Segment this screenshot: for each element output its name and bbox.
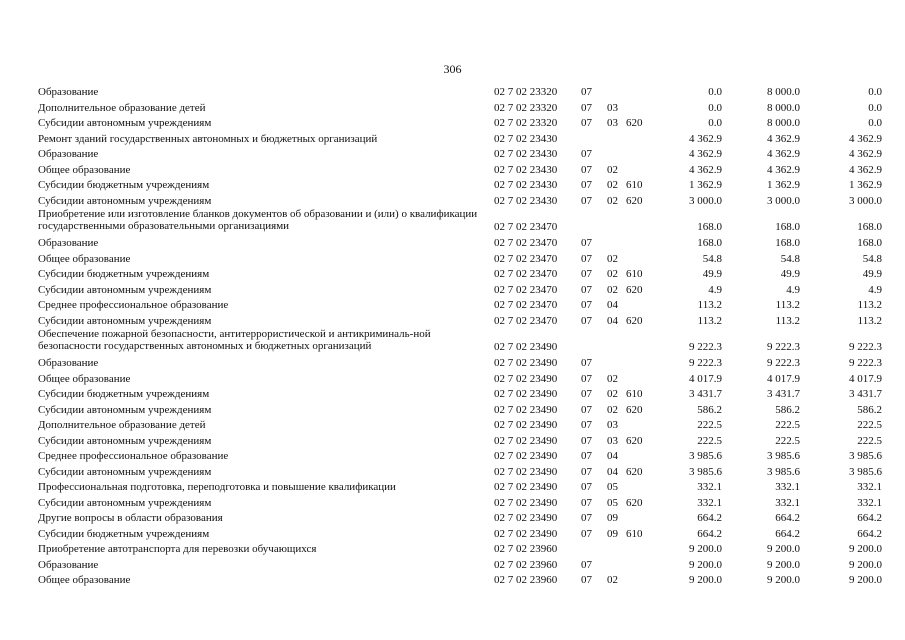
amount-year-2: 168.0	[775, 221, 800, 233]
amount-year-2: 332.1	[775, 496, 800, 509]
table-row	[38, 116, 888, 132]
table-row	[38, 194, 888, 210]
item-name: Субсидии бюджетным учреждениям	[38, 179, 210, 191]
amount-year-2: 9 200.0	[767, 543, 800, 555]
section-code: 07	[581, 558, 592, 571]
table-row	[38, 527, 888, 543]
item-name: Субсидии бюджетным учреждениям	[38, 527, 210, 540]
amount-year-1: 9 200.0	[689, 574, 722, 586]
amount-year-3: 4 362.9	[849, 163, 882, 176]
subsection-code: 02	[607, 403, 618, 416]
table-row	[38, 101, 888, 117]
amount-year-1: 9 200.0	[689, 543, 722, 555]
amount-year-2: 4 017.9	[767, 372, 800, 385]
amount-year-2: 8 000.0	[767, 117, 800, 129]
section-code: 07	[581, 283, 592, 296]
amount-year-1: 3 985.6	[689, 450, 722, 462]
item-name: Общее образование	[38, 252, 131, 265]
section-code: 07	[581, 465, 592, 478]
target-article-code: 02 7 02 23430	[494, 148, 558, 160]
amount-year-2: 222.5	[775, 434, 800, 447]
subsection-code: 04	[607, 314, 618, 327]
expense-type-code: 620	[626, 465, 643, 478]
section-code: 07	[581, 179, 592, 191]
amount-year-2: 3 985.6	[767, 465, 800, 478]
item-name: Субсидии автономным учреждениям	[38, 465, 212, 478]
target-article-code: 02 7 02 23490	[494, 372, 558, 385]
amount-year-3: 664.2	[857, 527, 882, 540]
expense-type-code: 620	[626, 403, 643, 416]
section-code: 07	[581, 527, 592, 540]
item-name: Субсидии автономным учреждениям	[38, 314, 212, 327]
amount-year-1: 49.9	[702, 268, 722, 280]
amount-year-1: 9 222.3	[689, 341, 722, 353]
item-name: Образование	[38, 558, 99, 571]
amount-year-1: 3 985.6	[689, 465, 722, 478]
section-code: 07	[581, 481, 592, 493]
amount-year-2: 1 362.9	[767, 179, 800, 191]
target-article-code: 02 7 02 23470	[494, 299, 558, 311]
amount-year-2: 54.8	[780, 252, 800, 265]
amount-year-1: 168.0	[697, 237, 722, 249]
amount-year-3: 1 362.9	[849, 179, 882, 191]
amount-year-3: 9 222.3	[849, 341, 882, 353]
subsection-code: 02	[607, 283, 618, 296]
target-article-code: 02 7 02 23470	[494, 314, 558, 327]
amount-year-1: 222.5	[697, 419, 722, 431]
item-name: Субсидии автономным учреждениям	[38, 403, 212, 416]
section-code: 07	[581, 252, 592, 265]
section-code: 07	[581, 419, 592, 431]
amount-year-3: 4 362.9	[849, 132, 882, 145]
amount-year-2: 9 222.3	[767, 341, 800, 353]
subsection-code: 02	[607, 268, 618, 280]
subsection-code: 09	[607, 527, 618, 540]
target-article-code: 02 7 02 23320	[494, 101, 558, 114]
target-article-code: 02 7 02 23490	[494, 450, 558, 462]
amount-year-3: 3 985.6	[849, 465, 882, 478]
subsection-code: 04	[607, 450, 618, 462]
amount-year-1: 4.9	[708, 283, 722, 296]
table-row	[38, 298, 888, 314]
target-article-code: 02 7 02 23490	[494, 419, 558, 431]
amount-year-3: 9 222.3	[849, 357, 882, 369]
item-name: Общее образование	[38, 163, 131, 176]
expense-type-code: 620	[626, 314, 643, 327]
target-article-code: 02 7 02 23470	[494, 221, 558, 233]
subsection-code: 05	[607, 481, 618, 493]
amount-year-2: 9 200.0	[767, 574, 800, 586]
target-article-code: 02 7 02 23490	[494, 434, 558, 447]
table-row	[38, 573, 888, 589]
amount-year-3: 0.0	[868, 117, 882, 129]
section-code: 07	[581, 403, 592, 416]
target-article-code: 02 7 02 23430	[494, 163, 558, 176]
table-row	[38, 434, 888, 450]
amount-year-1: 586.2	[697, 403, 722, 416]
table-row	[38, 558, 888, 574]
amount-year-1: 3 000.0	[689, 194, 722, 207]
amount-year-2: 3 000.0	[767, 194, 800, 207]
subsection-code: 02	[607, 194, 618, 207]
amount-year-3: 3 431.7	[849, 388, 882, 400]
item-name: Приобретение или изготовление бланков документов об образовании и (или) о квалификации государственными образовательными организациями	[38, 208, 478, 232]
amount-year-3: 113.2	[857, 299, 882, 311]
target-article-code: 02 7 02 23430	[494, 194, 558, 207]
target-article-code: 02 7 02 23430	[494, 179, 558, 191]
target-article-code: 02 7 02 23430	[494, 132, 558, 145]
amount-year-3: 222.5	[857, 419, 882, 431]
item-name: Общее образование	[38, 372, 131, 385]
subsection-code: 02	[607, 179, 618, 191]
amount-year-3: 9 200.0	[849, 574, 882, 586]
amount-year-2: 664.2	[775, 527, 800, 540]
subsection-code: 02	[607, 163, 618, 176]
subsection-code: 04	[607, 465, 618, 478]
section-code: 07	[581, 434, 592, 447]
table-row	[38, 542, 888, 558]
item-name: Субсидии бюджетным учреждениям	[38, 268, 210, 280]
subsection-code: 03	[607, 117, 618, 129]
section-code: 07	[581, 574, 592, 586]
item-name: Образование	[38, 237, 99, 249]
target-article-code: 02 7 02 23470	[494, 237, 558, 249]
subsection-code: 03	[607, 434, 618, 447]
table-row	[38, 465, 888, 481]
table-row	[38, 132, 888, 148]
table-row	[38, 283, 888, 299]
target-article-code: 02 7 02 23490	[494, 512, 558, 524]
amount-year-3: 9 200.0	[849, 543, 882, 555]
table-row	[38, 511, 888, 527]
target-article-code: 02 7 02 23490	[494, 357, 558, 369]
expense-type-code: 610	[626, 179, 643, 191]
table-row	[38, 480, 888, 496]
amount-year-3: 9 200.0	[849, 558, 882, 571]
target-article-code: 02 7 02 23470	[494, 268, 558, 280]
section-code: 07	[581, 163, 592, 176]
item-name: Субсидии автономным учреждениям	[38, 117, 212, 129]
section-code: 07	[581, 357, 592, 369]
amount-year-1: 113.2	[697, 314, 722, 327]
amount-year-3: 168.0	[857, 237, 882, 249]
target-article-code: 02 7 02 23470	[494, 252, 558, 265]
section-code: 07	[581, 268, 592, 280]
expense-type-code: 620	[626, 117, 643, 129]
table-row	[38, 147, 888, 163]
item-name: Профессиональная подготовка, переподготовка и повышение квалификации	[38, 481, 396, 493]
amount-year-1: 9 200.0	[689, 558, 722, 571]
item-name: Ремонт зданий государственных автономных и бюджетных организаций	[38, 132, 378, 145]
table-row	[38, 356, 888, 372]
section-code: 07	[581, 86, 592, 98]
item-name: Субсидии автономным учреждениям	[38, 194, 212, 207]
subsection-code: 03	[607, 419, 618, 431]
target-article-code: 02 7 02 23490	[494, 481, 558, 493]
target-article-code: 02 7 02 23490	[494, 527, 558, 540]
subsection-code: 03	[607, 101, 618, 114]
amount-year-2: 332.1	[775, 481, 800, 493]
section-code: 07	[581, 117, 592, 129]
item-name: Обеспечение пожарной безопасности, антитеррористической и антикриминаль-ной безопасности государственных автономных и бюджетных организаций	[38, 328, 431, 352]
amount-year-1: 4 017.9	[689, 372, 722, 385]
target-article-code: 02 7 02 23490	[494, 465, 558, 478]
amount-year-3: 3 000.0	[849, 194, 882, 207]
target-article-code: 02 7 02 23960	[494, 543, 558, 555]
expense-type-code: 620	[626, 194, 643, 207]
item-name: Среднее профессиональное образование	[38, 450, 229, 462]
table-row	[38, 418, 888, 434]
expense-type-code: 610	[626, 388, 643, 400]
amount-year-1: 664.2	[697, 512, 722, 524]
amount-year-2: 664.2	[775, 512, 800, 524]
expense-type-code: 610	[626, 268, 643, 280]
amount-year-3: 54.8	[862, 252, 882, 265]
item-name: Дополнительное образование детей	[38, 101, 206, 114]
target-article-code: 02 7 02 23490	[494, 403, 558, 416]
amount-year-3: 0.0	[868, 101, 882, 114]
amount-year-3: 0.0	[868, 86, 882, 98]
table-row	[38, 314, 888, 330]
amount-year-2: 586.2	[775, 403, 800, 416]
section-code: 07	[581, 101, 592, 114]
expense-type-code: 620	[626, 434, 643, 447]
expense-type-code: 610	[626, 527, 643, 540]
amount-year-3: 49.9	[862, 268, 882, 280]
table-row	[38, 163, 888, 179]
amount-year-2: 113.2	[775, 299, 800, 311]
amount-year-3: 113.2	[857, 314, 882, 327]
expense-type-code: 620	[626, 283, 643, 296]
table-row	[38, 449, 888, 465]
amount-year-2: 113.2	[775, 314, 800, 327]
item-name: Дополнительное образование детей	[38, 419, 206, 431]
amount-year-2: 3 431.7	[767, 388, 800, 400]
item-name: Приобретение автотранспорта для перевозки обучающихся	[38, 543, 317, 555]
section-code: 07	[581, 450, 592, 462]
section-code: 07	[581, 237, 592, 249]
amount-year-1: 4 362.9	[689, 148, 722, 160]
table-row	[38, 372, 888, 388]
target-article-code: 02 7 02 23490	[494, 496, 558, 509]
amount-year-3: 168.0	[857, 221, 882, 233]
item-name: Субсидии бюджетным учреждениям	[38, 388, 210, 400]
amount-year-1: 9 222.3	[689, 357, 722, 369]
page-number: 306	[443, 62, 462, 76]
section-code: 07	[581, 314, 592, 327]
amount-year-2: 222.5	[775, 419, 800, 431]
item-name: Образование	[38, 86, 99, 98]
amount-year-3: 332.1	[857, 496, 882, 509]
target-article-code: 02 7 02 23490	[494, 388, 558, 400]
amount-year-3: 4 017.9	[849, 372, 882, 385]
table-row	[38, 329, 888, 356]
table-row	[38, 496, 888, 512]
amount-year-2: 9 200.0	[767, 558, 800, 571]
subsection-code: 02	[607, 252, 618, 265]
item-name: Другие вопросы в области образования	[38, 512, 223, 524]
target-article-code: 02 7 02 23320	[494, 117, 558, 129]
amount-year-1: 4 362.9	[689, 132, 722, 145]
amount-year-1: 332.1	[697, 496, 722, 509]
amount-year-1: 222.5	[697, 434, 722, 447]
table-row	[38, 403, 888, 419]
amount-year-2: 3 985.6	[767, 450, 800, 462]
amount-year-2: 8 000.0	[767, 86, 800, 98]
amount-year-1: 0.0	[708, 86, 722, 98]
amount-year-3: 332.1	[857, 481, 882, 493]
amount-year-3: 4.9	[868, 283, 882, 296]
amount-year-2: 4 362.9	[767, 163, 800, 176]
amount-year-1: 1 362.9	[689, 179, 722, 191]
table-row	[38, 267, 888, 283]
amount-year-1: 4 362.9	[689, 163, 722, 176]
subsection-code: 09	[607, 512, 618, 524]
amount-year-1: 54.8	[702, 252, 722, 265]
subsection-code: 02	[607, 574, 618, 586]
item-name: Субсидии автономным учреждениям	[38, 434, 212, 447]
section-code: 07	[581, 388, 592, 400]
table-row	[38, 209, 888, 236]
table-row	[38, 252, 888, 268]
amount-year-3: 664.2	[857, 512, 882, 524]
target-article-code: 02 7 02 23490	[494, 341, 558, 353]
target-article-code: 02 7 02 23960	[494, 558, 558, 571]
amount-year-1: 0.0	[708, 117, 722, 129]
item-name: Образование	[38, 148, 99, 160]
item-name: Субсидии автономным учреждениям	[38, 283, 212, 296]
subsection-code: 04	[607, 299, 618, 311]
section-code: 07	[581, 512, 592, 524]
amount-year-2: 4.9	[786, 283, 800, 296]
target-article-code: 02 7 02 23960	[494, 574, 558, 586]
section-code: 07	[581, 496, 592, 509]
section-code: 07	[581, 148, 592, 160]
budget-table	[38, 85, 888, 589]
target-article-code: 02 7 02 23320	[494, 86, 558, 98]
amount-year-3: 3 985.6	[849, 450, 882, 462]
section-code: 07	[581, 299, 592, 311]
amount-year-2: 4 362.9	[767, 148, 800, 160]
amount-year-3: 586.2	[857, 403, 882, 416]
amount-year-2: 4 362.9	[767, 132, 800, 145]
item-name: Образование	[38, 357, 99, 369]
amount-year-3: 4 362.9	[849, 148, 882, 160]
item-name: Субсидии автономным учреждениям	[38, 496, 212, 509]
subsection-code: 05	[607, 496, 618, 509]
table-row	[38, 178, 888, 194]
section-code: 07	[581, 194, 592, 207]
amount-year-2: 49.9	[780, 268, 800, 280]
target-article-code: 02 7 02 23470	[494, 283, 558, 296]
section-code: 07	[581, 372, 592, 385]
subsection-code: 02	[607, 388, 618, 400]
table-row	[38, 387, 888, 403]
table-row	[38, 85, 888, 101]
amount-year-1: 3 431.7	[689, 388, 722, 400]
amount-year-1: 0.0	[708, 101, 722, 114]
amount-year-2: 168.0	[775, 237, 800, 249]
item-name: Общее образование	[38, 574, 131, 586]
amount-year-2: 8 000.0	[767, 101, 800, 114]
amount-year-2: 9 222.3	[767, 357, 800, 369]
expense-type-code: 620	[626, 496, 643, 509]
amount-year-1: 113.2	[697, 299, 722, 311]
amount-year-3: 222.5	[857, 434, 882, 447]
amount-year-1: 332.1	[697, 481, 722, 493]
item-name: Среднее профессиональное образование	[38, 299, 229, 311]
amount-year-1: 664.2	[697, 527, 722, 540]
table-row	[38, 236, 888, 252]
subsection-code: 02	[607, 372, 618, 385]
amount-year-1: 168.0	[697, 221, 722, 233]
